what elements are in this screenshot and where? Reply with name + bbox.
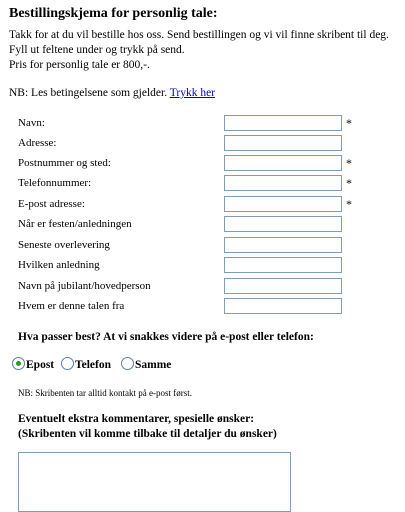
occasion-label: Hvilken anledning <box>18 259 100 271</box>
event-date-input[interactable] <box>224 216 342 232</box>
required-marker: * <box>346 176 352 190</box>
form-row-postal <box>18 155 398 173</box>
honoree-label: Navn på jubilant/hovedperson <box>18 280 151 292</box>
delivery-label: Seneste overlevering <box>18 239 110 251</box>
phone-label: Telefonnummer: <box>18 177 92 189</box>
comments-textarea[interactable] <box>18 452 291 512</box>
form-row-occasion <box>18 257 398 275</box>
radio-samme-label: Samme <box>135 359 172 371</box>
address-label: Adresse: <box>18 137 57 149</box>
terms-notice <box>9 87 215 99</box>
comments-label-line-2: (Skribenten vil komme tilbake til detaljer du ønsker) <box>18 428 277 440</box>
email-label: E-post adresse: <box>18 198 85 210</box>
radio-epost[interactable] <box>12 357 25 370</box>
email-input[interactable] <box>224 196 342 212</box>
comments-heading <box>18 412 277 442</box>
form-row-speech-from <box>18 298 398 316</box>
form-row-phone <box>18 175 398 193</box>
form-row-address <box>18 135 398 153</box>
form-row-email <box>18 196 398 214</box>
speech-from-input[interactable] <box>224 298 342 314</box>
page-title: Bestillingskjema for personlig tale: <box>9 6 218 21</box>
comments-label-line-1: Eventuelt ekstra kommentarer, spesielle ønsker: <box>18 413 255 425</box>
speech-from-label: Hvem er denne talen fra <box>18 300 125 312</box>
intro-line-1: Takk for at du vil bestille hos oss. Send bestillingen og vi vil finne skribent til deg. <box>9 29 389 41</box>
postal-label: Postnummer og sted: <box>18 157 111 169</box>
required-marker: * <box>346 197 352 211</box>
occasion-input[interactable] <box>224 257 342 273</box>
radio-telefon[interactable] <box>61 357 74 370</box>
required-marker: * <box>346 156 352 170</box>
postal-input[interactable] <box>224 155 342 171</box>
intro-line-3: Pris for personlig tale er 800,-. <box>9 59 150 71</box>
form-row-delivery <box>18 237 398 255</box>
name-input[interactable] <box>224 115 342 131</box>
radio-epost-label: Epost <box>26 359 55 371</box>
address-input[interactable] <box>224 135 342 151</box>
radio-telefon-label: Telefon <box>75 359 111 371</box>
terms-link[interactable]: Trykk her <box>169 87 216 99</box>
contact-note: NB: Skribenten tar alltid kontakt på e-post først. <box>18 388 192 398</box>
honoree-input[interactable] <box>224 278 342 294</box>
form-row-name <box>18 115 398 133</box>
phone-input[interactable] <box>224 175 342 191</box>
event-date-label: Når er festen/anledningen <box>18 218 132 230</box>
intro-line-2: Fyll ut feltene under og trykk på send. <box>9 44 185 56</box>
terms-notice-text: NB: Les betingelsene som gjelder. <box>9 87 168 99</box>
intro-text <box>9 28 389 73</box>
delivery-input[interactable] <box>224 237 342 253</box>
radio-samme[interactable] <box>121 357 134 370</box>
name-label: Navn: <box>18 117 45 129</box>
required-marker: * <box>346 116 352 130</box>
form-row-event-date <box>18 216 398 234</box>
contact-question: Hva passer best? At vi snakkes videre på e-post eller telefon: <box>18 331 314 343</box>
form-row-honoree <box>18 278 398 296</box>
